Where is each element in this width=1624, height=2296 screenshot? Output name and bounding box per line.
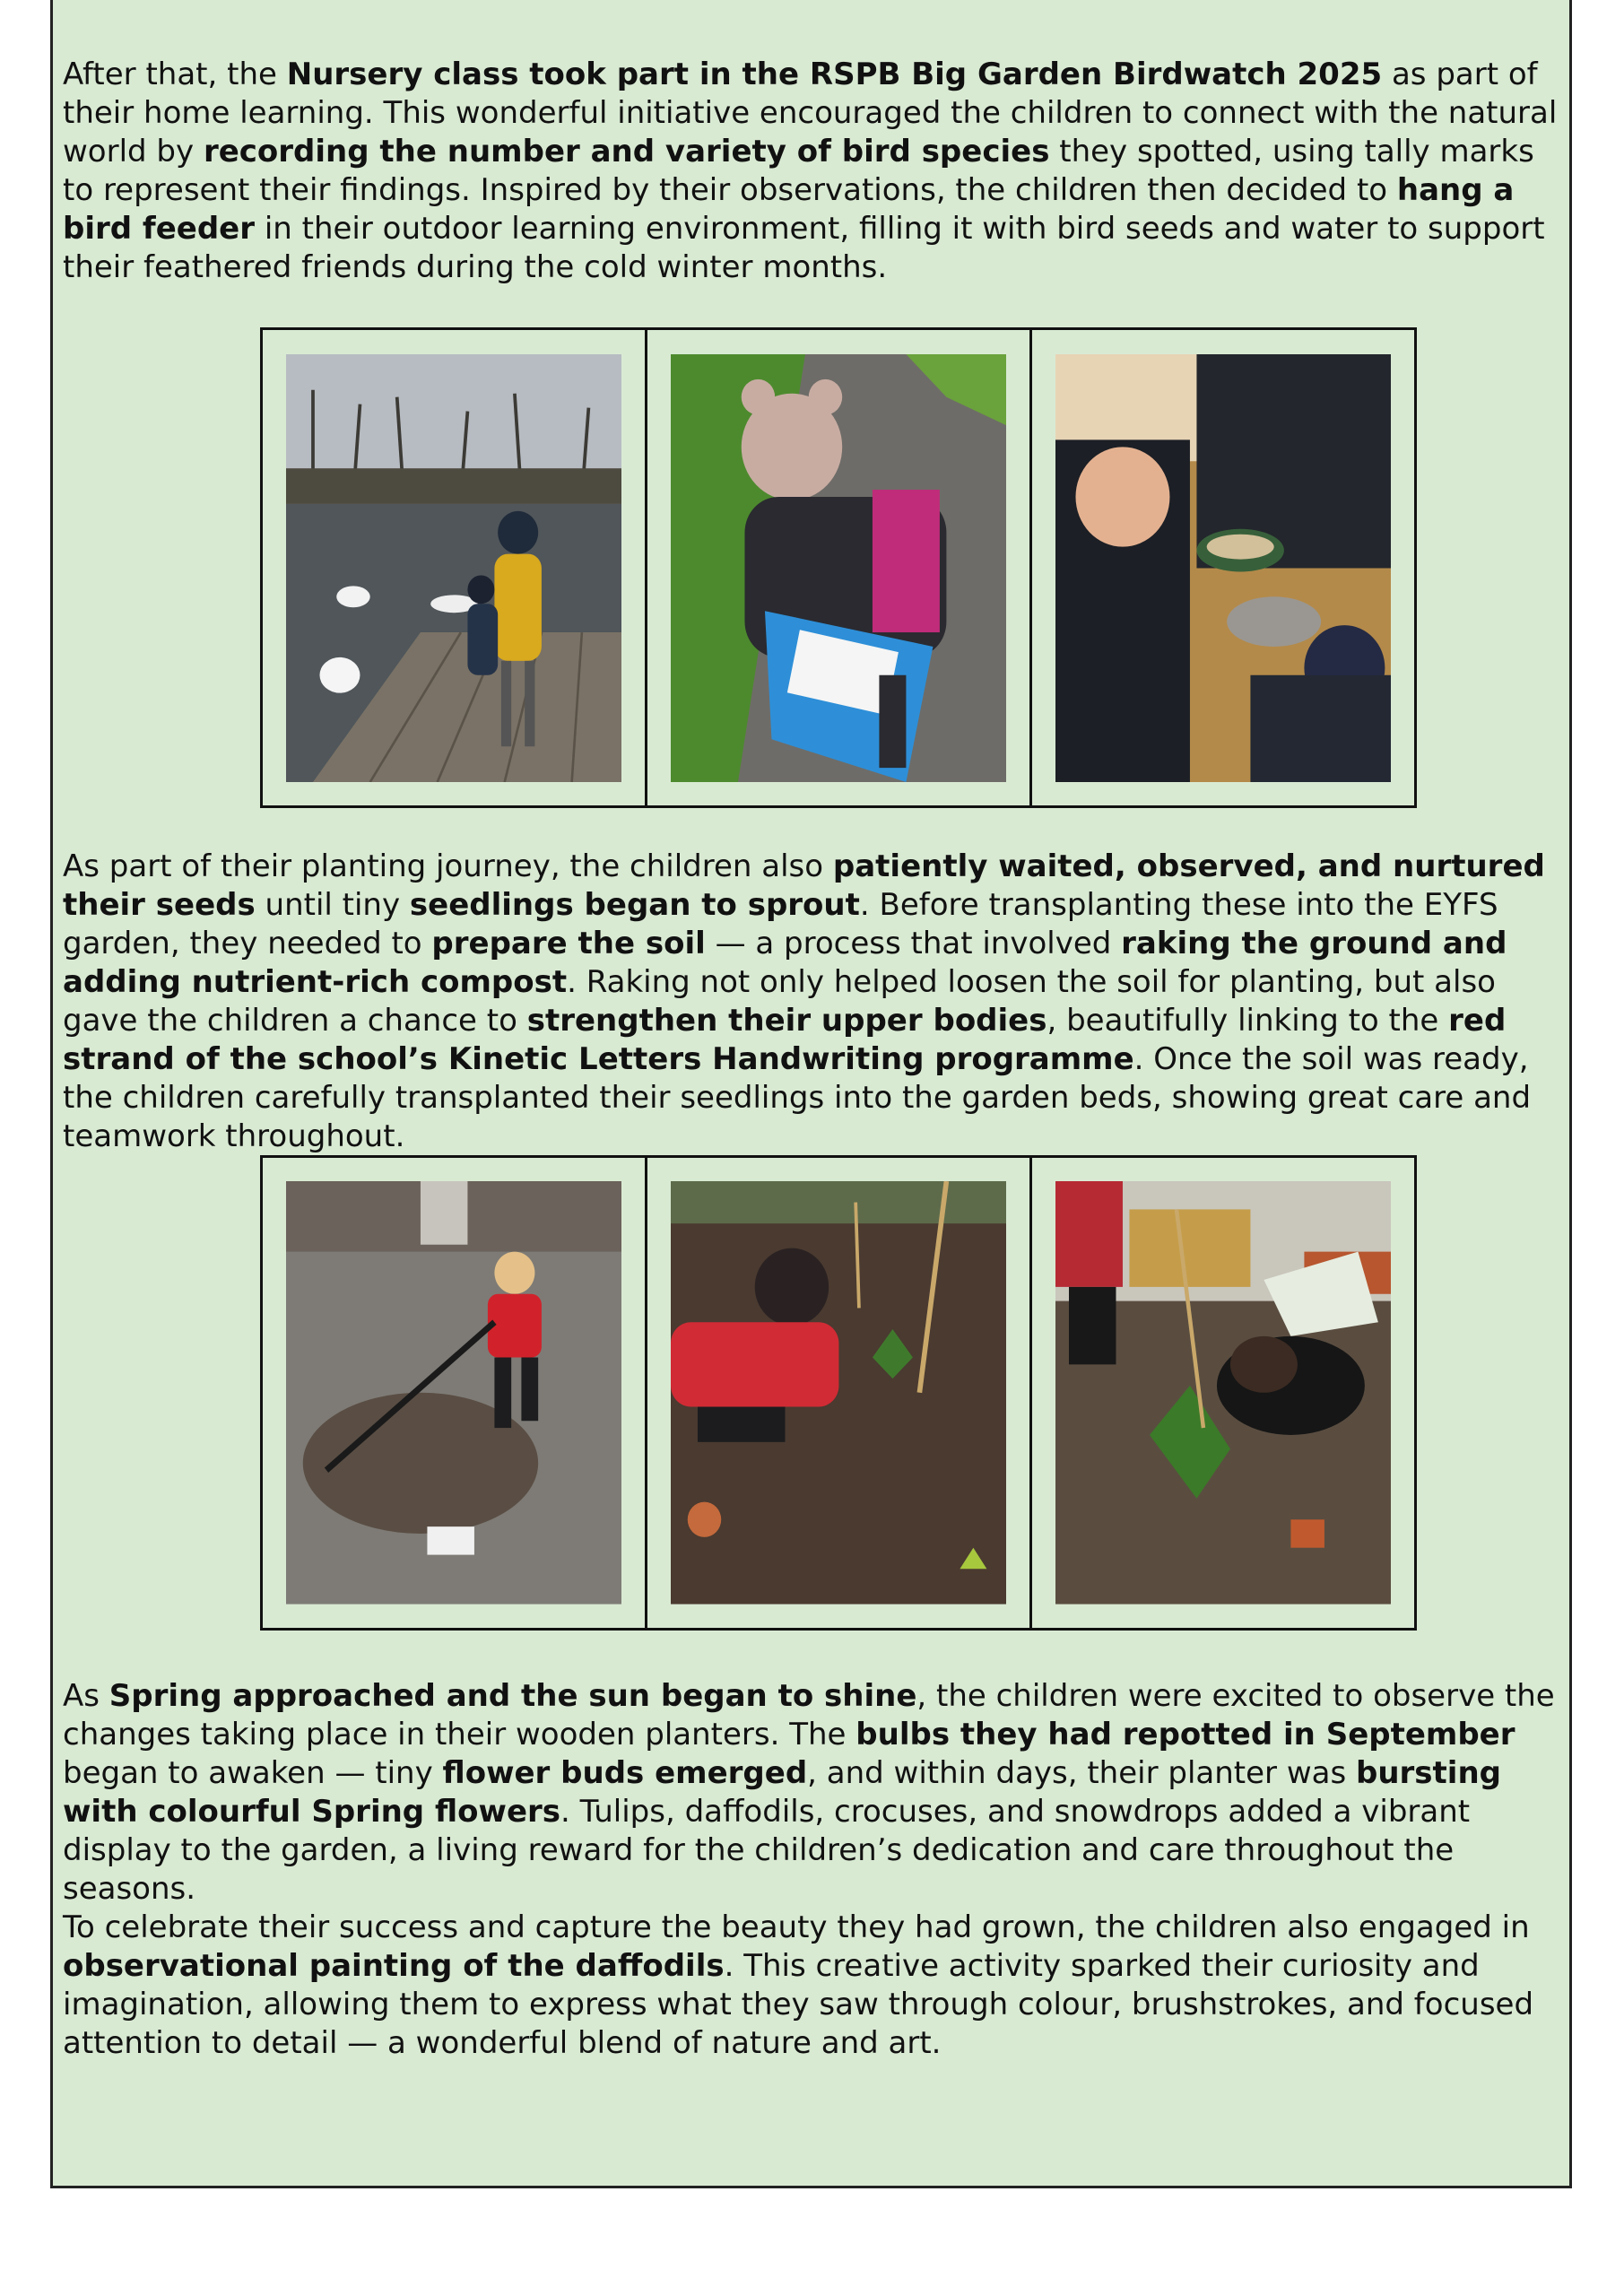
bold-text-run: prepare the soil (431, 926, 706, 961)
text-run: — a process that involved (705, 926, 1122, 961)
paragraph-birdwatch (63, 56, 1560, 287)
text-run: After that, the (63, 57, 287, 92)
photo-cell (263, 330, 647, 805)
bold-text-run: red strand of the school’s Kinetic Letters Handwriting programme (63, 1003, 1507, 1077)
bold-text-run: strengthen their upper bodies (526, 1003, 1047, 1039)
photo-gallery-planting (260, 1155, 1417, 1631)
photo-cell (1032, 330, 1414, 805)
text-run: began to awaken — tiny (63, 1755, 443, 1791)
bold-text-run: observational painting of the daffodils (63, 1948, 725, 1984)
paragraph-planting (63, 848, 1560, 1156)
bold-text-run: patiently waited, observed, and nurtured their seeds (63, 848, 1545, 923)
text-run: , and within days, their planter was (807, 1755, 1356, 1791)
text-run: . Raking not only helped loosen the soil for planting, but also gave the children a chance to (63, 964, 1496, 1039)
bold-text-run: Spring approached and the sun began to shine (109, 1678, 917, 1714)
text-run: . Before transplanting these into the EYFS garden, they needed to (63, 887, 1498, 961)
bold-text-run: hang a bird feeder (63, 172, 1515, 247)
text-run: As (63, 1678, 109, 1714)
photo-cell (647, 1158, 1032, 1628)
paragraph-spring (63, 1677, 1560, 1909)
bold-text-run: bursting with colourful Spring flowers (63, 1755, 1501, 1830)
bold-text-run: recording the number and variety of bird species (203, 134, 1050, 170)
photo-child-tally-sheet (671, 354, 1007, 782)
bold-text-run: seedlings began to sprout (409, 887, 860, 923)
text-run: as part of their home learning. This wonderful initiative encouraged the children to connect with the natural world by (63, 57, 1558, 170)
photo-child-raking (286, 1181, 622, 1605)
photo-cell (647, 330, 1032, 805)
paragraph-painting (63, 1909, 1560, 2063)
text-run: , beautifully linking to the (1046, 1003, 1449, 1039)
text-run: in their outdoor learning environment, filling it with bird seeds and water to support their feathered friends during the cold winter months. (63, 211, 1545, 285)
photo-bird-feeder (1055, 354, 1392, 782)
text-run: As part of their planting journey, the children also (63, 848, 833, 884)
photo-swans-at-lake (286, 354, 622, 782)
text-run: . Once the soil was ready, the children carefully transplanted their seedlings into the garden beds, showing great care and teamwork throughout. (63, 1041, 1532, 1154)
photo-child-planting-seedling (671, 1181, 1007, 1605)
text-run: . Tulips, daffodils, crocuses, and snowdrops added a vibrant display to the garden, a living reward for the children’s dedication and care throughout the seasons. (63, 1794, 1471, 1907)
photo-cell (263, 1158, 647, 1628)
text-run: To celebrate their success and capture the beauty they had grown, the children also engaged in (63, 1909, 1530, 1945)
text-run: . This creative activity sparked their curiosity and imagination, allowing them to express what they saw through colour, brushstrokes, and focused attention to detail — a wonderful blend of nature and art. (63, 1948, 1534, 2061)
text-run: until tiny (255, 887, 410, 923)
photo-children-in-garden-bed (1055, 1181, 1392, 1605)
text-run: , the children were excited to observe the changes taking place in their wooden planters. The (63, 1678, 1555, 1752)
bold-text-run: bulbs they had repotted in September (855, 1717, 1515, 1752)
bold-text-run: flower buds emerged (442, 1755, 808, 1791)
photo-gallery-birdwatch (260, 327, 1417, 808)
bold-text-run: raking the ground and adding nutrient-rich compost (63, 926, 1507, 1000)
photo-cell (1032, 1158, 1414, 1628)
text-run: they spotted, using tally marks to represent their findings. Inspired by their observations, the children then decided to (63, 134, 1534, 208)
bold-text-run: Nursery class took part in the RSPB Big Garden Birdwatch 2025 (286, 57, 1383, 92)
